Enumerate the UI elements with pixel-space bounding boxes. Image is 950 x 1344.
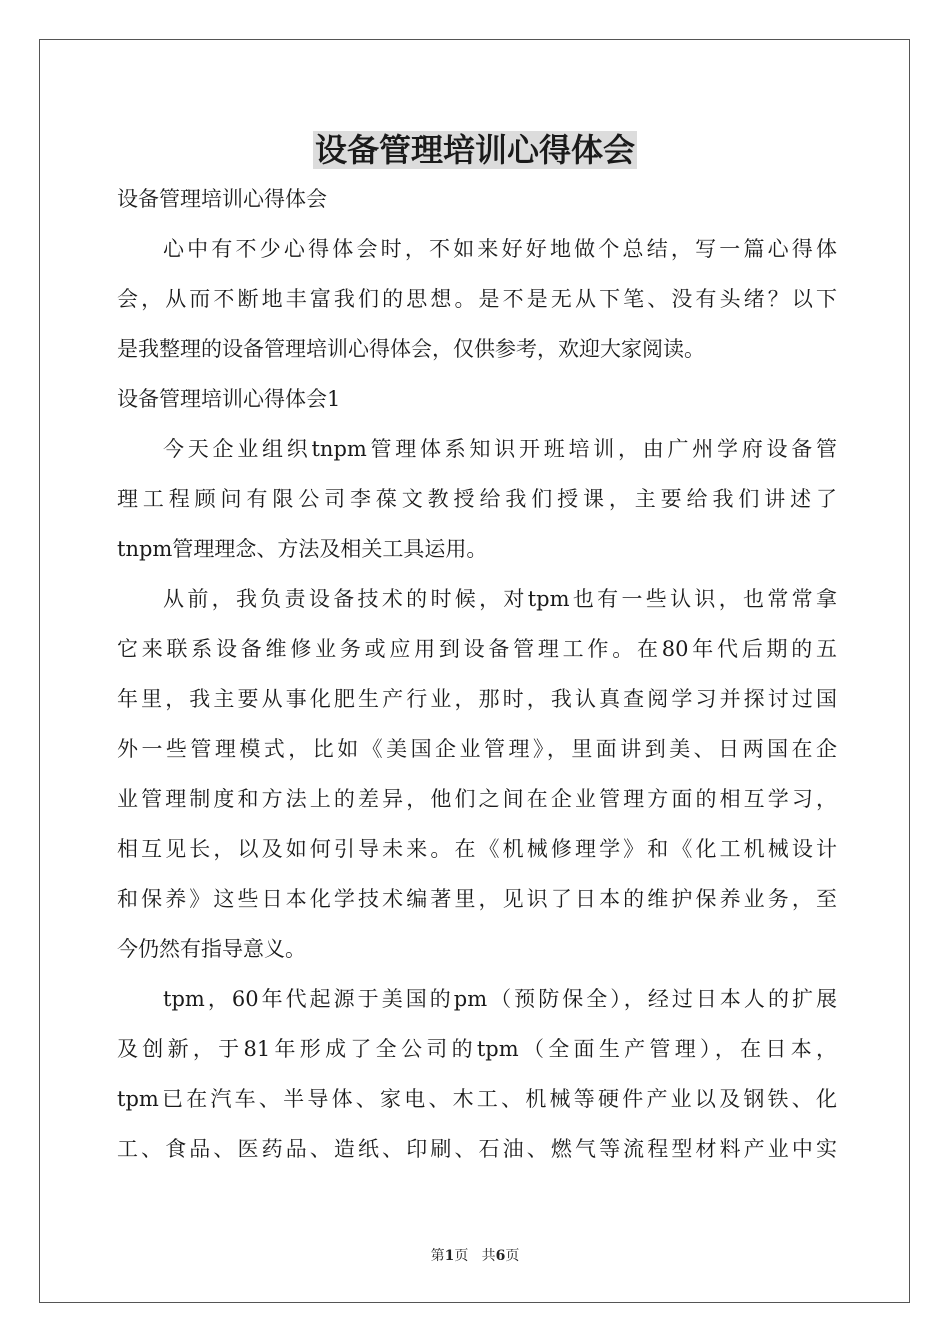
footer-total-prefix: 共: [481, 1248, 496, 1264]
text-line: 业管理制度和方法上的差异，他们之间在企业管理方面的相互学习，: [117, 787, 837, 811]
text-line: 和保养》这些日本化学技术编著里，见识了日本的维护保养业务，至: [117, 887, 837, 911]
text-line: 是我整理的设备管理培训心得体会，仅供参考，欢迎大家阅读。: [117, 337, 705, 361]
text-line: 理工程顾问有限公司李葆文教授给我们授课，主要给我们讲述了: [117, 487, 837, 511]
text-line: 从前，我负责设备技术的时候，对tpm也有一些认识，也常常拿: [163, 587, 837, 611]
text-line: tpm，60年代起源于美国的pm（预防保全），经过日本人的扩展: [163, 987, 837, 1011]
text-line: 会，从而不断地丰富我们的思想。是不是无从下笔、没有头绪？以下: [117, 287, 837, 311]
page-footer: [0, 1246, 950, 1266]
document-title: [0, 122, 950, 178]
text-line: 工、食品、医药品、造纸、印刷、石油、燃气等流程型材料产业中实: [117, 1137, 837, 1161]
text-line: 设备管理培训心得体会: [117, 187, 327, 211]
text-line: 心中有不少心得体会时，不如来好好地做个总结，写一篇心得体: [163, 237, 837, 261]
text-line: 今仍然有指导意义。: [117, 937, 306, 961]
footer-page-prefix: 第: [430, 1248, 445, 1264]
text-line: tnpm管理理念、方法及相关工具运用。: [117, 537, 488, 561]
text-line: 年里，我主要从事化肥生产行业，那时，我认真查阅学习并探讨过国: [117, 687, 837, 711]
text-line: 及创新，于81年形成了全公司的tpm（全面生产管理），在日本，: [117, 1037, 837, 1061]
document-title-text: 设备管理培训心得体会: [314, 131, 635, 169]
text-line: 它来联系设备维修业务或应用到设备管理工作。在80年代后期的五: [117, 637, 837, 661]
text-line: 相互见长，以及如何引导未来。在《机械修理学》和《化工机械设计: [117, 837, 837, 861]
footer-page-total: 6: [495, 1248, 506, 1264]
text-line: 设备管理培训心得体会1: [117, 387, 341, 411]
footer-page-current: 1: [444, 1248, 455, 1264]
text-line: 外一些管理模式，比如《美国企业管理》，里面讲到美、日两国在企: [117, 737, 837, 761]
footer-page-suffix: 页: [454, 1248, 469, 1264]
text-line: 今天企业组织tnpm管理体系知识开班培训，由广州学府设备管: [163, 437, 837, 461]
document-body: [117, 174, 837, 1174]
footer-total-suffix: 页: [505, 1248, 520, 1264]
text-line: tpm已在汽车、半导体、家电、木工、机械等硬件产业以及钢铁、化: [117, 1087, 837, 1111]
